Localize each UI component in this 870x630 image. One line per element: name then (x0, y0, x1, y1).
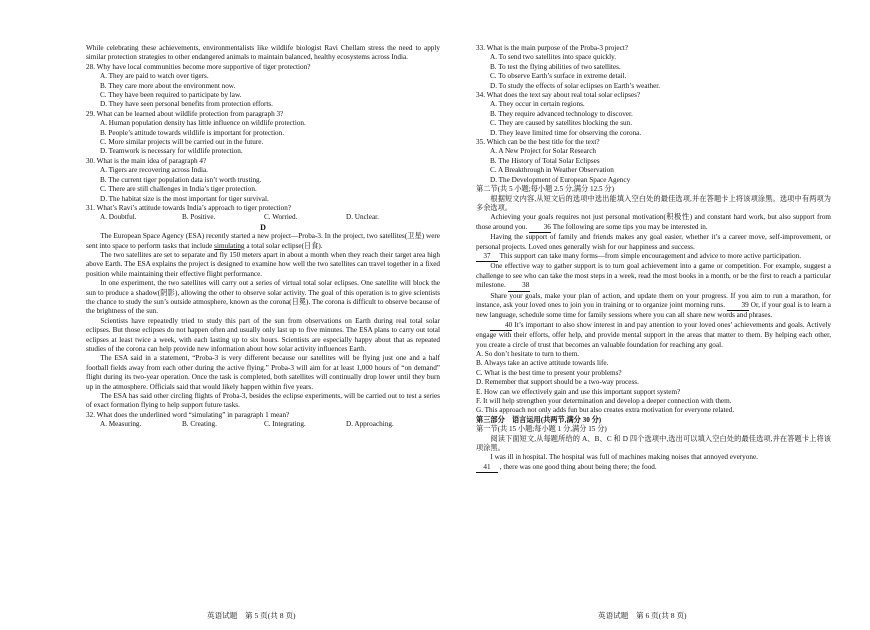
q35-option-b: B. The History of Total Solar Eclipses (490, 156, 600, 165)
q30-option-b: B. The current tiger population data isn’t worth trusting. (100, 175, 262, 184)
section-d-title: D (260, 222, 266, 232)
q31-option-d: D. Unclear. (346, 213, 379, 222)
s-paragraph-5: Share your goals, make your plan of action, and update them on your progress. If you aim to run a marathon, for instance, ask your loved ones to join you in training or to organize joint morning runs. 39 Or, if your goal is to learn a new language, schedule some time for family sessions where you can all share new words and phrases. (476, 291, 831, 320)
q30-option-d: D. The habitat size is the most important for tiger survival. (100, 194, 269, 203)
q32-option-d: D. Approaching. (346, 420, 394, 429)
right-column (476, 44, 831, 473)
s-paragraph-2: Having the support of family and friends makes any goal easier, whether it’s a career move, self-improvement, or personal projects. Loved ones generally wish for our happiness and success. (476, 233, 831, 251)
question-31: 31. What’s Ravi’s attitude towards India’s approach to tiger protection? (86, 203, 292, 212)
q34-option-a: A. They occur in certain regions. (490, 100, 585, 109)
blank-36: 36 (529, 223, 551, 233)
d-paragraph-2: The two satellites are set to separate and fly 150 meters apart in about a month when they reach their target area high above Earth. The ESA explains the project is designed to examine how well the two satellites can travel together in a fixed position while maintaining their effective flight performance. (86, 250, 440, 278)
q29-option-c: C. More similar projects will be carried out in the future. (100, 138, 264, 147)
q28-option-d: D. They have seen personal benefits from protection efforts. (100, 100, 273, 109)
s-paragraph-6: 40 It’s important to also show interest in and pay attention to your loved ones’ achievements and goals. Actively engage with their efforts, offer help, and provide mental support in the areas that matter to them. By helping each other, you create a circle of trust that becomes an valuable foundation for reaching any goal. (476, 320, 831, 349)
q35-option-a: A. A New Project for Solar Research (490, 147, 596, 156)
question-29: 29. What can be learned about wildlife protection from paragraph 3? (86, 109, 284, 118)
q33-option-c: C. To observe Earth’s surface in extreme detail. (490, 72, 627, 81)
q34-option-b: B. They require advanced technology to discover. (490, 109, 633, 118)
d-paragraph-4: Scientists have repeatedly tried to study this part of the sun from observations on Earth during real total solar eclipses. But those eclipses do not happen often and usually only last up to five minutes. The ESA plans to carry out total eclipses at least twice a week, with each lasting up to six hours. Scientists are especially happy about that as repeated studies of the corona can help provide new information about how solar activity influences Earth. (86, 316, 440, 353)
q30-option-a: A. Tigers are recovering across India. (100, 166, 208, 175)
q29-option-d: D. Teamwork is necessary for wildlife protection. (100, 147, 243, 156)
section-2-instructions: 根据短文内容,从短文后的选项中选出能填入空白处的最佳选项,并在答题卡上将该项涂黑。选项中有两项为多余选项。 (476, 194, 831, 212)
blank-40: 40 (490, 321, 512, 331)
d-paragraph-6: The ESA has said other circling flights of Proba-3, besides the eclipse experiments, will be carried out to test a series of exact formation flying to help support future tasks. (86, 392, 440, 410)
q33-option-d: D. To study the effects of solar eclipses on Earth’s weather. (490, 81, 661, 90)
intro-paragraph: While celebrating these achievements, environmentalists like wildlife biologist Ravi Chellam stress the need to apply similar protection strategies to other endangered animals to maintain balanced, healthy ecosystems across India. (86, 44, 440, 62)
q31-option-c: C. Worried. (264, 213, 298, 222)
underlined-word: simulating (214, 241, 245, 250)
q35-option-c: C. A Breakthrough in Weather Observation (490, 166, 614, 175)
q29-option-a: A. Human population density has little influence on wildlife protection. (100, 119, 306, 128)
choice-e: E. How can we effectively gain and use this important support system? (476, 387, 681, 396)
blank-38: 38 (508, 281, 530, 291)
choice-f: F. It will help strengthen your determination and develop a deeper connection with them. (476, 397, 732, 406)
q31-option-b: B. Positive. (182, 213, 216, 222)
question-33: 33. What is the main purpose of the Proba-3 project? (476, 44, 628, 52)
q33-option-b: B. To test the flying abilities of two satellites. (490, 62, 621, 71)
blank-39: 39 (727, 301, 749, 311)
q32-options (86, 420, 440, 429)
q34-option-d: D. They leave limited time for observing the corona. (490, 128, 642, 137)
q31-options (86, 213, 440, 222)
q30-option-c: C. There are still challenges in India’s tiger protection. (100, 185, 257, 194)
page-footer-left: 英语试题 第 5 页(共 8 页) (207, 611, 296, 620)
question-30: 30. What is the main idea of paragraph 4? (86, 156, 207, 165)
d-paragraph-3: In one experiment, the two satellites will carry out a series of virtual total solar eclipses. One satellite will block the sun to produce a shadow(阴影), allowing the other to observe solar activity. The goal of this operation is to give scientists the chance to study the sun’s outside atmosphere, known as the corona(日冕). The corona is difficult to observe because of the brightness of the sun. (86, 279, 440, 316)
q35-option-d: D. The Development of European Space Agency (490, 175, 631, 184)
choice-g: G. This approach not only adds fun but also creates extra motivation for everyone related. (476, 406, 735, 415)
page-footer-right: 英语试题 第 6 页(共 8 页) (598, 611, 687, 620)
c-paragraph-1: I was ill in hospital. The hospital was full of machines making noises that annoyed everyone. (490, 453, 758, 462)
question-34: 34. What does the text say about real total solar eclipses? (476, 91, 641, 100)
left-column (86, 44, 440, 430)
question-28: 28. Why have local communities become more supportive of tiger protection? (86, 62, 311, 71)
q28-option-b: B. They care more about the environment now. (100, 81, 236, 90)
s-paragraph-1: Achieving your goals requires not just personal motivation(积极性) and constant hard work, but also support from those around you. 36 The following are some tips you may be interested in. (476, 213, 831, 233)
q34-option-c: C. They are caused by satellites blocking the sun. (490, 119, 632, 128)
s-paragraph-3: 37 This support can take many forms—from simple encouragement and advice to more active participation. (476, 252, 831, 262)
part-3-instructions: 阅读下面短文,从每题所给的 A、B、C 和 D 四个选项中,选出可以填入空白处的最佳选项,并在答题卡上将该项涂黑。 (476, 434, 831, 453)
choice-c: C. What is the best time to present your problems? (476, 368, 622, 377)
q28-option-c: C. They have been required to participate by law. (100, 91, 242, 100)
question-32: 32. What does the underlined word “simulating” in paragraph 1 mean? (86, 410, 290, 419)
blank-41: 41 (476, 463, 498, 473)
q32-option-a: A. Measuring. (100, 420, 142, 429)
c-paragraph-2: 41 , there was one good thing about being there; the food. (476, 463, 831, 473)
section-2-title: 第二节(共 5 小题;每小题 2.5 分,满分 12.5 分) (476, 185, 614, 194)
q32-option-c: C. Integrating. (264, 420, 306, 429)
blank-37: 37 (476, 252, 498, 262)
d-paragraph-5: The ESA said in a statement, “Proba-3 is very different because our satellites will be flying just one and a half football fields away from each other during the active flying.” Proba-3 will aim for at least 1,000 hours of “on demand” flight during its two-year operation. Once the task is completed, both satellites will continually drop lower until they burn up in the atmosphere. Officials said that would likely happen within five years. (86, 354, 440, 391)
q28-option-a: A. They are paid to watch over tigers. (100, 72, 209, 81)
q33-option-a: A. To send two satellites into space quickly. (490, 53, 617, 62)
question-35: 35. Which can be the best title for the text? (476, 138, 600, 147)
choice-b: B. Always take an active attitude towards life. (476, 359, 609, 368)
q29-option-b: B. People’s attitude towards wildlife is important for protection. (100, 128, 285, 137)
part-3-title: 第三部分 语言运用(共两节,满分 30 分) (476, 415, 602, 424)
choice-a: A. So don’t hesitate to turn to them. (476, 350, 580, 358)
part-3-section-1-title: 第一节(共 15 小题;每小题 1 分,满分 15 分) (476, 425, 607, 434)
q31-option-a: A. Doubtful. (100, 213, 137, 222)
q32-option-b: B. Creating. (182, 420, 217, 429)
choice-d: D. Remember that support should be a two-way process. (476, 378, 639, 387)
s-paragraph-4: One effective way to gather support is to turn goal achievement into a game or competition. For example, suggest a challenge to see who can take the most steps in a week, read the most books in a month, or be the first to reach a particular milestone. 38 (476, 262, 831, 291)
d-paragraph-1: The European Space Agency (ESA) recently started a new project—Proba-3. In the project, two satellites(卫星) were sent into space to perform tasks that include simulating a total solar eclipse(日食). (86, 232, 440, 250)
